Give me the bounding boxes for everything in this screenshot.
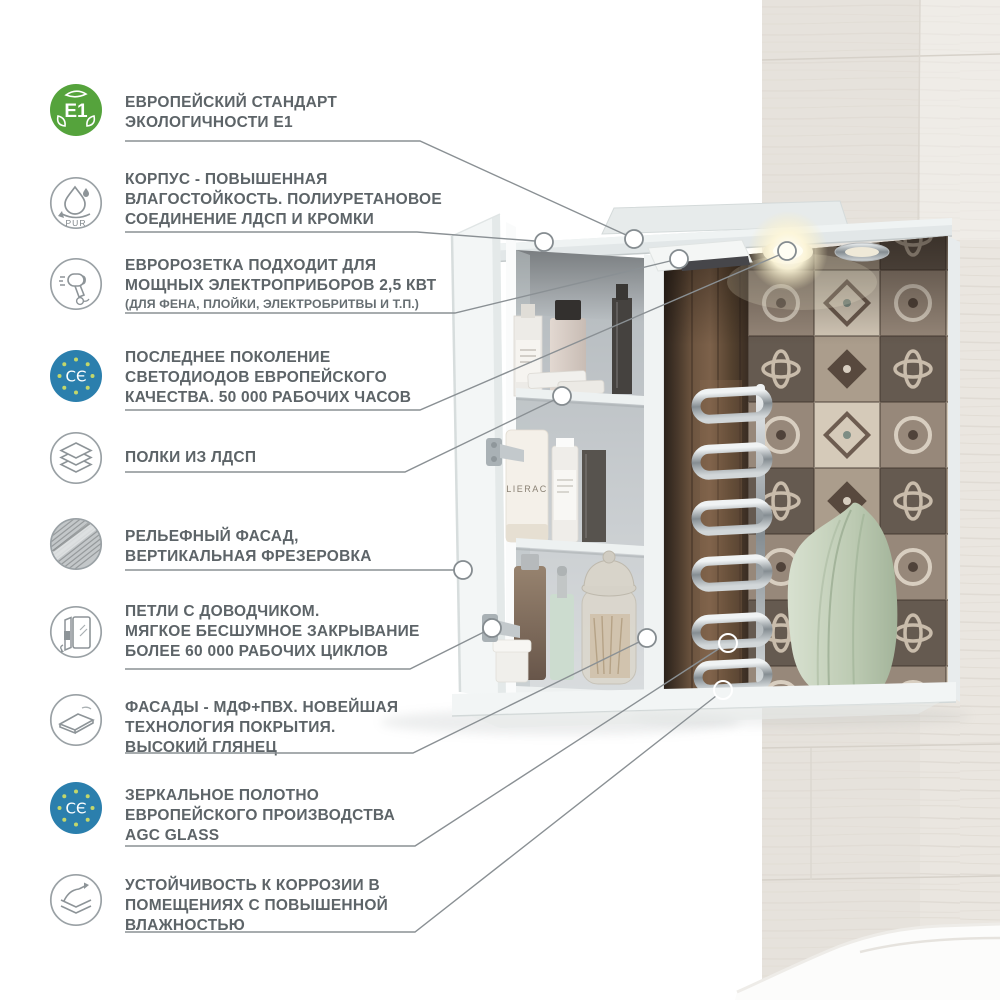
feature-text: ЗЕРКАЛЬНОЕ ПОЛОТНО [125,787,320,804]
feature-text: AGC GLASS [125,827,220,844]
feature-text: УСТОЙЧИВОСТЬ К КОРРОЗИИ В [125,877,380,894]
halogen-spotlight [748,211,828,291]
feature-text: ЕВРОРОЗЕТКА ПОДХОДИТ ДЛЯ [125,257,377,274]
water-repel-icon [49,873,103,927]
feature-text: МОЩНЫХ ЭЛЕКТРОПРИБОРОВ 2,5 КВТ [125,277,437,294]
feature-text: ПОЛКИ ИЗ ЛДСП [125,449,257,466]
feature-note: (ДЛЯ ФЕНА, ПЛОЙКИ, ЭЛЕКТРОБРИТВЫ И Т.П.) [125,297,419,311]
ce-mark-icon [49,781,103,835]
feature-text: СОЕДИНЕНИЕ ЛДСП И КРОМКИ [125,211,375,228]
e1-leaf-icon [49,83,103,137]
feature-text: ЕВРОПЕЙСКОГО ПРОИЗВОДСТВА [125,807,396,824]
svg-text:PUR: PUR [65,218,87,228]
feature-text: ВЛАЖНОСТЬЮ [125,917,246,934]
svg-text:E1: E1 [64,101,88,122]
feature-text: ЕВРОПЕЙСКИЙ СТАНДАРТ [125,94,338,111]
feature-text: КОРПУС - ПОВЫШЕННАЯ [125,171,328,188]
layers-icon [49,431,103,485]
feature-text: РЕЛЬЕФНЫЙ ФАСАД, [125,528,299,545]
center-divider [644,254,664,698]
feature-text: ВЕРТИКАЛЬНАЯ ФРЕЗЕРОВКА [125,548,372,565]
feature-text: ЭКОЛОГИЧНОСТИ Е1 [125,114,293,131]
product-brand-lierac: LIERAC [506,484,548,494]
pur-drop-icon [49,176,103,230]
feature-text: ПОМЕЩЕНИЯХ С ПОВЫШЕННОЙ [125,897,389,914]
feature-text: ВЫСОКИЙ ГЛЯНЕЦ [125,739,278,756]
ce-mark-icon [49,349,103,403]
mirror-door [664,230,954,700]
feature-text: ТЕХНОЛОГИЯ ПОКРЫТИЯ. [125,719,336,736]
feature-text: ПЕТЛИ С ДОВОДЧИКОМ. [125,603,320,620]
door-hinge-icon [49,605,103,659]
feature-text: МЯГКОЕ БЕСШУМНОЕ ЗАКРЫВАНИЕ [125,623,420,640]
svg-text:CЄ: CЄ [65,367,87,386]
feature-text: КАЧЕСТВА. 50 000 РАБОЧИХ ЧАСОВ [125,389,412,406]
wood-texture-icon [49,517,103,571]
panel-sheet-icon [49,693,103,747]
cabinet-right-panel [948,236,960,702]
feature-text: ПОСЛЕДНЕЕ ПОКОЛЕНИЕ [125,349,331,366]
feature-text: ВЛАГОСТОЙКОСТЬ. ПОЛИУРЕТАНОВОЕ [125,191,442,208]
second-spotlight [835,243,889,261]
feature-text: ФАСАДЫ - МДФ+ПВХ. НОВЕЙШАЯ [125,699,399,716]
feature-text: БОЛЕЕ 60 000 РАБОЧИХ ЦИКЛОВ [125,643,389,660]
hairdryer-icon [49,257,103,311]
cosmetics-bottom-shelf [493,551,636,684]
svg-text:CЄ: CЄ [65,799,87,818]
feature-text: СВЕТОДИОДОВ ЕВРОПЕЙСКОГО [125,369,387,386]
